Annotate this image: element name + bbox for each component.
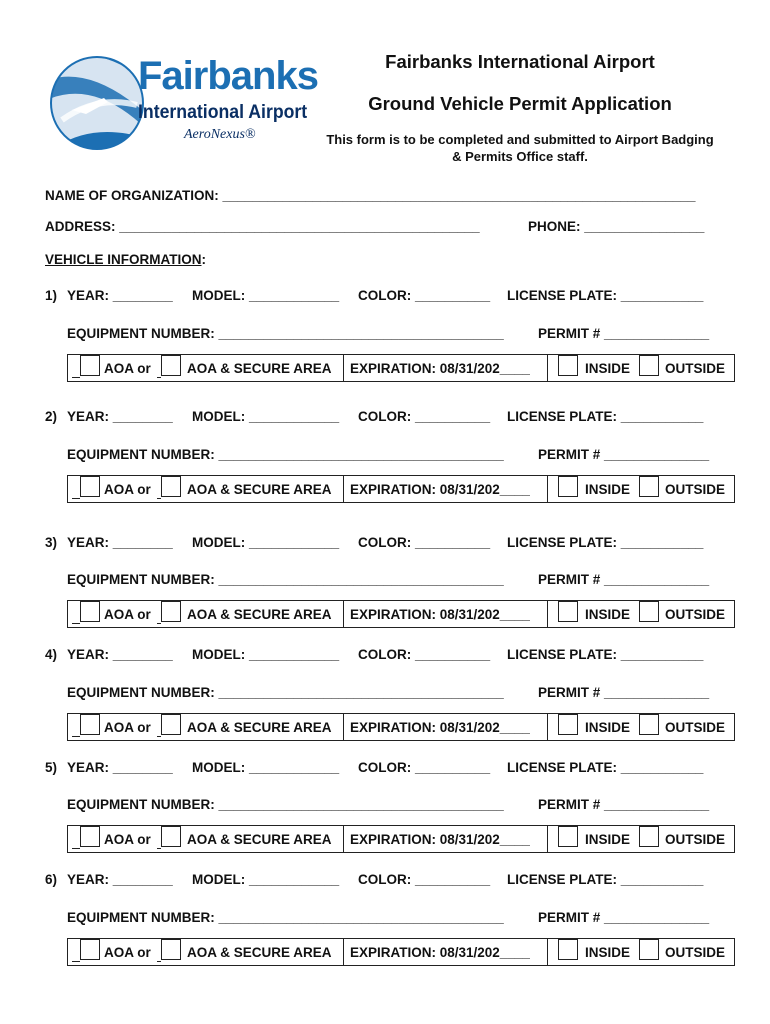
model-field[interactable]: MODEL: ____________ [192,760,340,775]
year-field[interactable]: YEAR: ________ [67,647,173,662]
divider [547,939,548,965]
aoa-secure-checkbox[interactable] [161,355,181,376]
inside-checkbox[interactable] [558,714,578,735]
year-field[interactable]: YEAR: ________ [67,760,173,775]
aoa-label: AOA or [104,482,151,497]
expiration-field[interactable]: EXPIRATION: 08/31/202____ [350,482,530,497]
inside-label: INSIDE [585,832,631,847]
aoa-checkbox[interactable] [80,714,100,735]
model-field[interactable]: MODEL: ____________ [192,535,340,550]
phone-field[interactable]: PHONE: ________________ [528,219,705,234]
permit-number-field[interactable]: PERMIT # ______________ [538,685,710,700]
equipment-number-field[interactable]: EQUIPMENT NUMBER: ______________________________________ [67,572,504,587]
divider [343,601,344,627]
equipment-number-field[interactable]: EQUIPMENT NUMBER: ______________________________________ [67,326,504,341]
aoa-label: AOA or [104,832,151,847]
vehicle-information-label: VEHICLE INFORMATION [45,252,202,267]
aoa-label: AOA or [104,720,151,735]
license-plate-field[interactable]: LICENSE PLATE: ___________ [507,760,704,775]
divider [343,714,344,740]
year-field[interactable]: YEAR: ________ [67,288,173,303]
access-options-row [67,938,735,966]
access-options-row [67,713,735,741]
vehicle-number: 3) [45,535,58,550]
inside-checkbox[interactable] [558,826,578,847]
underline [157,961,161,962]
model-field[interactable]: MODEL: ____________ [192,288,340,303]
divider [343,939,344,965]
inside-checkbox[interactable] [558,939,578,960]
permit-number-field[interactable]: PERMIT # ______________ [538,910,710,925]
vehicle-information-heading [45,252,206,267]
divider [547,476,548,502]
permit-number-field[interactable]: PERMIT # ______________ [538,447,710,462]
underline [72,377,80,378]
divider [547,601,548,627]
instructions-line-1: This form is to be completed and submitted to Airport Badging [326,132,714,147]
outside-label: OUTSIDE [665,361,726,376]
outside-label: OUTSIDE [665,720,726,735]
color-field[interactable]: COLOR: __________ [358,288,491,303]
license-plate-field[interactable]: LICENSE PLATE: ___________ [507,409,704,424]
outside-label: OUTSIDE [665,607,726,622]
inside-checkbox[interactable] [558,355,578,376]
underline [157,498,161,499]
inside-label: INSIDE [585,945,631,960]
license-plate-field[interactable]: LICENSE PLATE: ___________ [507,647,704,662]
form-title: Fairbanks International Airport [385,51,655,72]
outside-checkbox[interactable] [639,714,659,735]
airport-logo [42,50,318,155]
access-options-row [67,475,735,503]
color-field[interactable]: COLOR: __________ [358,647,491,662]
underline [157,377,161,378]
aoa-label: AOA or [104,945,151,960]
license-plate-field[interactable]: LICENSE PLATE: ___________ [507,535,704,550]
aoa-secure-label: AOA & SECURE AREA [187,832,332,847]
outside-checkbox[interactable] [639,601,659,622]
vehicle-number: 1) [45,288,58,303]
color-field[interactable]: COLOR: __________ [358,535,491,550]
underline [72,961,80,962]
globe-icon [42,50,152,154]
form-subtitle: Ground Vehicle Permit Application [368,93,672,114]
aoa-secure-label: AOA & SECURE AREA [187,720,332,735]
aoa-checkbox[interactable] [80,476,100,497]
color-field[interactable]: COLOR: __________ [358,760,491,775]
outside-label: OUTSIDE [665,945,726,960]
outside-label: OUTSIDE [665,832,726,847]
aoa-secure-checkbox[interactable] [161,714,181,735]
aoa-checkbox[interactable] [80,939,100,960]
vehicle-information-colon: : [201,252,206,267]
logo-brand: AeroNexus® [184,127,256,142]
equipment-number-field[interactable]: EQUIPMENT NUMBER: ______________________________________ [67,447,504,462]
divider [343,476,344,502]
aoa-secure-checkbox[interactable] [161,476,181,497]
aoa-checkbox[interactable] [80,355,100,376]
inside-label: INSIDE [585,482,631,497]
license-plate-field[interactable]: LICENSE PLATE: ___________ [507,872,704,887]
logo-subtitle: International Airport [138,102,308,123]
access-options-row [67,825,735,853]
vehicle-number: 6) [45,872,58,887]
permit-number-field[interactable]: PERMIT # ______________ [538,797,710,812]
year-field[interactable]: YEAR: ________ [67,872,173,887]
underline [72,736,80,737]
model-field[interactable]: MODEL: ____________ [192,872,340,887]
aoa-secure-checkbox[interactable] [161,826,181,847]
year-field[interactable]: YEAR: ________ [67,409,173,424]
aoa-label: AOA or [104,607,151,622]
license-plate-field[interactable]: LICENSE PLATE: ___________ [507,288,704,303]
equipment-number-field[interactable]: EQUIPMENT NUMBER: ______________________________________ [67,910,504,925]
aoa-secure-label: AOA & SECURE AREA [187,607,332,622]
underline [157,623,161,624]
permit-number-field[interactable]: PERMIT # ______________ [538,326,710,341]
expiration-field[interactable]: EXPIRATION: 08/31/202____ [350,720,530,735]
divider [547,826,548,852]
access-options-row [67,354,735,382]
outside-label: OUTSIDE [665,482,726,497]
inside-checkbox[interactable] [558,601,578,622]
color-field[interactable]: COLOR: __________ [358,872,491,887]
address-field[interactable]: ADDRESS: ________________________________________________ [45,219,480,234]
permit-number-field[interactable]: PERMIT # ______________ [538,572,710,587]
aoa-label: AOA or [104,361,151,376]
expiration-field[interactable]: EXPIRATION: 08/31/202____ [350,361,530,376]
access-options-row [67,600,735,628]
underline [72,623,80,624]
divider [343,355,344,381]
equipment-number-field[interactable]: EQUIPMENT NUMBER: ______________________________________ [67,685,504,700]
divider [343,826,344,852]
model-field[interactable]: MODEL: ____________ [192,647,340,662]
inside-label: INSIDE [585,607,631,622]
vehicle-number: 4) [45,647,58,662]
outside-checkbox[interactable] [639,826,659,847]
divider [547,714,548,740]
aoa-checkbox[interactable] [80,826,100,847]
aoa-secure-checkbox[interactable] [161,601,181,622]
underline [72,848,80,849]
inside-checkbox[interactable] [558,476,578,497]
inside-label: INSIDE [585,720,631,735]
organization-name-field[interactable]: NAME OF ORGANIZATION: _______________________________________________________________ [45,188,696,203]
year-field[interactable]: YEAR: ________ [67,535,173,550]
model-field[interactable]: MODEL: ____________ [192,409,340,424]
outside-checkbox[interactable] [639,939,659,960]
expiration-field[interactable]: EXPIRATION: 08/31/202____ [350,945,530,960]
aoa-secure-label: AOA & SECURE AREA [187,361,332,376]
outside-checkbox[interactable] [639,355,659,376]
underline [157,848,161,849]
instructions-line-2: & Permits Office staff. [452,149,588,164]
aoa-secure-label: AOA & SECURE AREA [187,482,332,497]
vehicle-number: 5) [45,760,58,775]
aoa-checkbox[interactable] [80,601,100,622]
outside-checkbox[interactable] [639,476,659,497]
logo-name: Fairbanks [138,54,318,98]
vehicle-number: 2) [45,409,58,424]
inside-label: INSIDE [585,361,631,376]
aoa-secure-checkbox[interactable] [161,939,181,960]
instructions [300,131,740,165]
underline [72,498,80,499]
expiration-field[interactable]: EXPIRATION: 08/31/202____ [350,832,530,847]
underline [157,736,161,737]
equipment-number-field[interactable]: EQUIPMENT NUMBER: ______________________________________ [67,797,504,812]
expiration-field[interactable]: EXPIRATION: 08/31/202____ [350,607,530,622]
aoa-secure-label: AOA & SECURE AREA [187,945,332,960]
color-field[interactable]: COLOR: __________ [358,409,491,424]
divider [547,355,548,381]
